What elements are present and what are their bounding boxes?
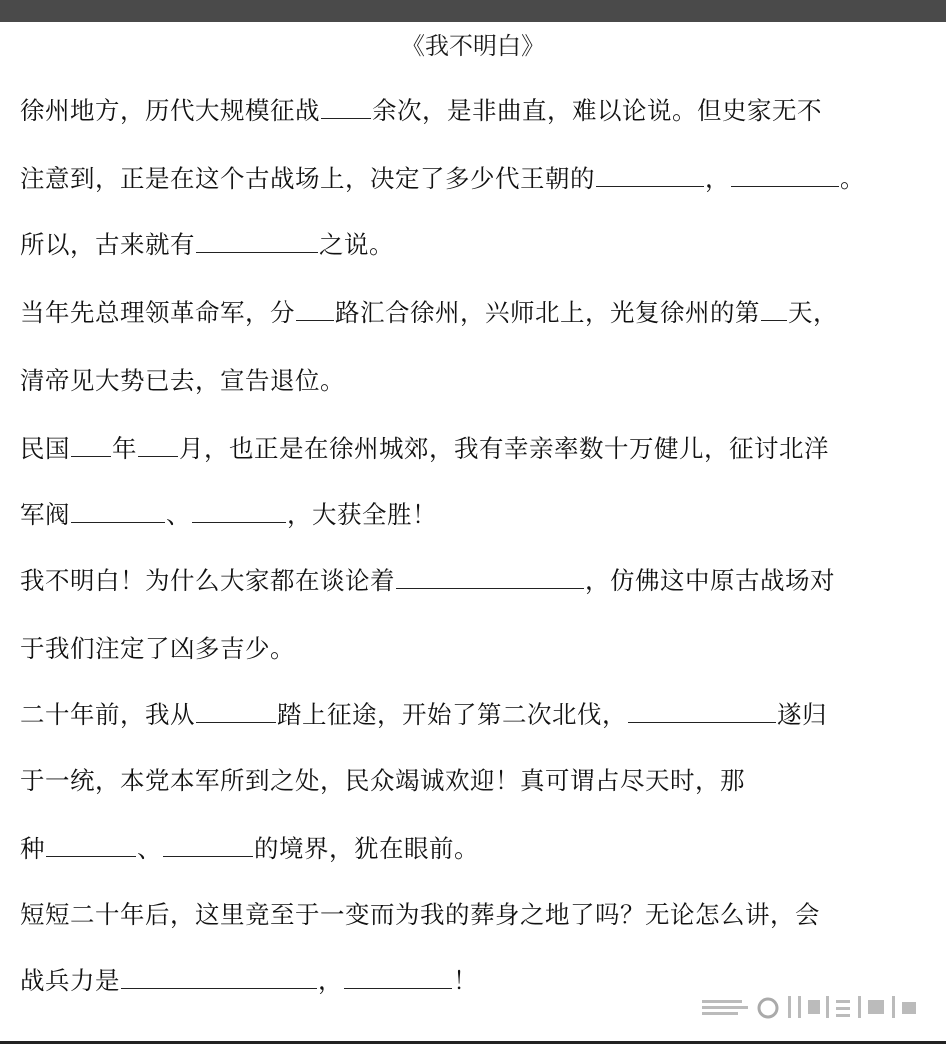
text-line [20, 162, 922, 196]
fill-blank[interactable] [761, 298, 787, 321]
text-segment: 。 [840, 164, 865, 193]
text-line [20, 94, 922, 128]
text-line [20, 364, 922, 398]
text-line [20, 898, 922, 932]
text-segment: ，大获全胜！ [287, 500, 437, 529]
document-title: 《我不明白》 [401, 32, 545, 60]
text-segment: 注意到，正是在这个古战场上，决定了多少代王朝的 [20, 164, 595, 193]
text-segment: 二十年前，我从 [20, 700, 195, 729]
text-line [20, 564, 922, 598]
fill-blank[interactable] [163, 834, 253, 857]
fill-blank[interactable] [71, 500, 165, 523]
text-segment: 余次，是非曲直，难以论说。但史家无不 [372, 96, 822, 125]
text-segment: 年 [112, 434, 137, 463]
text-line [20, 964, 922, 998]
text-line [20, 498, 922, 532]
fill-blank[interactable] [344, 966, 452, 989]
text-segment: ， [318, 966, 343, 995]
fill-blank[interactable] [71, 434, 111, 457]
text-line [20, 832, 922, 866]
text-segment: 短短二十年后，这里竟至于一变而为我的葬身之地了吗？无论怎么讲，会 [20, 900, 820, 929]
text-segment: 遂归 [777, 700, 827, 729]
fill-blank[interactable] [296, 298, 334, 321]
text-segment: 民国 [20, 434, 70, 463]
text-segment: 清帝见大势已去，宣告退位。 [20, 366, 345, 395]
text-segment: 种 [20, 834, 45, 863]
text-segment: 之说。 [319, 230, 394, 259]
fill-blank[interactable] [192, 500, 286, 523]
text-line [20, 764, 922, 798]
fill-blank[interactable] [396, 566, 584, 589]
text-segment: 军阀 [20, 500, 70, 529]
top-bar [0, 0, 946, 22]
text-line [20, 296, 922, 330]
text-segment: 于我们注定了凶多吉少。 [20, 634, 295, 663]
text-line [20, 432, 922, 466]
text-segment: 天， [788, 298, 838, 327]
text-segment: ， [705, 164, 730, 193]
text-segment: 于一统，本党本军所到之处，民众竭诚欢迎！真可谓占尽天时，那 [20, 766, 745, 795]
text-segment: ！ [453, 966, 478, 995]
text-segment: 、 [137, 834, 162, 863]
fill-blank[interactable] [731, 164, 839, 187]
text-line [20, 698, 922, 732]
text-segment: 我不明白！为什么大家都在谈论着 [20, 566, 395, 595]
text-segment: 当年先总理领革命军，分 [20, 298, 295, 327]
watermark-icon [702, 994, 922, 1020]
fill-blank[interactable] [596, 164, 704, 187]
text-segment: 徐州地方，历代大规模征战 [20, 96, 320, 125]
fill-blank[interactable] [196, 230, 318, 253]
fill-blank[interactable] [628, 700, 776, 723]
fill-blank[interactable] [121, 966, 317, 989]
fill-blank[interactable] [196, 700, 276, 723]
text-segment: ，仿佛这中原古战场对 [585, 566, 835, 595]
text-segment: 战兵力是 [20, 966, 120, 995]
text-line [20, 632, 922, 666]
text-line [20, 228, 922, 262]
text-segment: 、 [166, 500, 191, 529]
text-segment: 踏上征途，开始了第二次北伐， [277, 700, 627, 729]
text-segment: 的境界，犹在眼前。 [254, 834, 479, 863]
text-segment: 路汇合徐州，兴师北上，光复徐州的第 [335, 298, 760, 327]
fill-blank[interactable] [46, 834, 136, 857]
text-segment: 月，也正是在徐州城郊，我有幸亲率数十万健儿，征讨北洋 [179, 434, 829, 463]
fill-blank[interactable] [138, 434, 178, 457]
text-segment: 所以，古来就有 [20, 230, 195, 259]
fill-blank[interactable] [321, 96, 371, 119]
